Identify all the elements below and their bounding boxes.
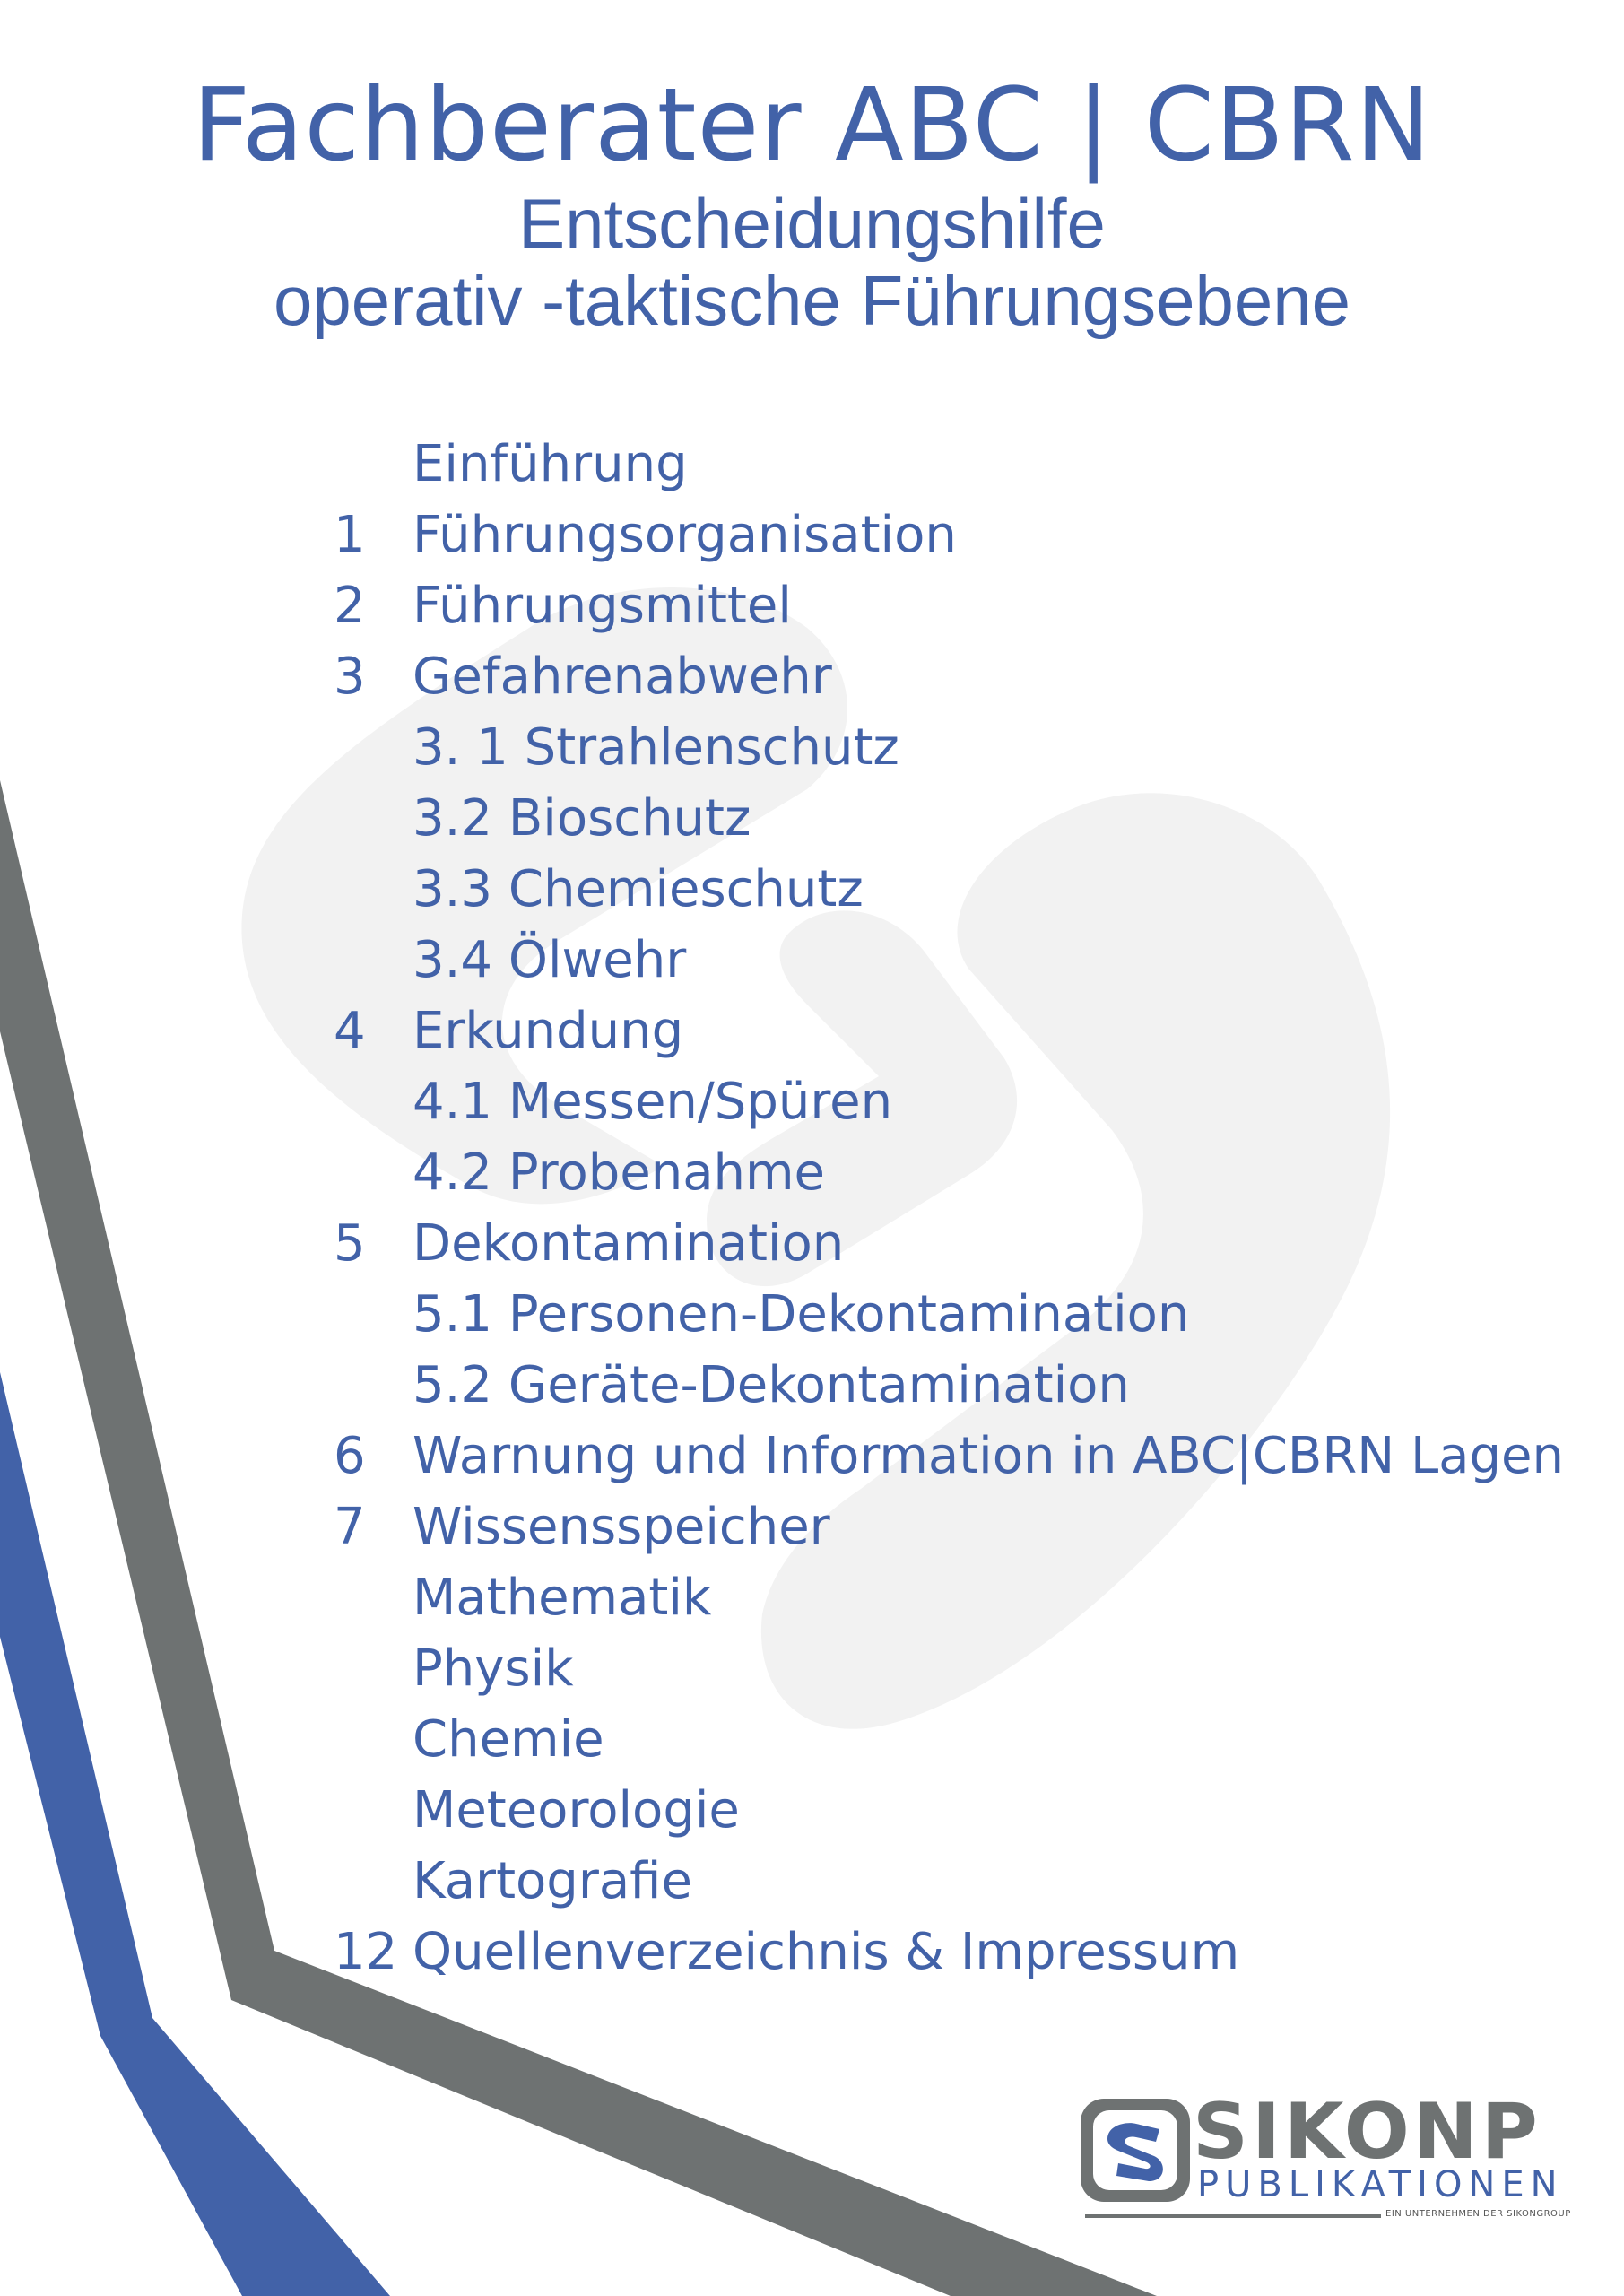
page-title: Fachberater ABC | CBRN xyxy=(192,67,1432,184)
toc-item-label: Mathematik xyxy=(413,1569,712,1627)
toc-item-label: Führungsmittel xyxy=(413,577,792,635)
toc-item-label: 3.2 Bioschutz xyxy=(413,789,751,848)
toc-item-label: Führungsorganisation xyxy=(413,506,957,564)
toc-item-label: Dekontamination xyxy=(413,1214,845,1273)
toc-item-label: Warnung und Information in ABC|CBRN Lagen xyxy=(413,1427,1564,1485)
toc-item-number: 3 xyxy=(334,648,366,706)
toc-item-label: Meteorologie xyxy=(413,1781,740,1839)
toc-item-label: 4.1 Messen/Spüren xyxy=(413,1073,893,1131)
toc-item-label: 3.4 Ölwehr xyxy=(413,931,687,989)
toc-item-number: 5 xyxy=(334,1214,366,1273)
toc-item-number: 6 xyxy=(334,1427,366,1485)
toc-item-label: Physik xyxy=(413,1639,574,1698)
toc-item-label: 5.1 Personen-Dekontamination xyxy=(413,1285,1190,1344)
toc-item-number: 2 xyxy=(334,577,366,635)
logo-subtitle: PUBLIKATIONEN xyxy=(1197,2164,1564,2205)
toc-item-label: Quellenverzeichnis & Impressum xyxy=(413,1923,1240,1981)
toc-item-number: 1 xyxy=(334,506,366,564)
logo-tagline: EIN UNTERNEHMEN DER SIKONGROUP xyxy=(1385,2209,1571,2219)
publisher-logo xyxy=(1076,2087,1596,2229)
subtitle-line-1: Entscheidungshilfe xyxy=(518,184,1106,263)
toc-item-label: 5.2 Geräte-Dekontamination xyxy=(413,1356,1130,1414)
toc-item-label: Kartografie xyxy=(413,1852,692,1910)
toc-item-number: 7 xyxy=(334,1498,366,1556)
toc-item-label: Einführung xyxy=(413,435,688,493)
toc-item-label: Chemie xyxy=(413,1710,604,1769)
toc-item-label: 3.3 Chemieschutz xyxy=(413,860,864,918)
toc-item-number: 12 xyxy=(334,1923,398,1981)
toc-item-label: 3. 1 Strahlenschutz xyxy=(413,718,899,777)
toc-item-label: Wissensspeicher xyxy=(413,1498,830,1556)
toc-item-label: 4.2 Probenahme xyxy=(413,1144,826,1202)
toc-item-label: Erkundung xyxy=(413,1002,684,1060)
logo-underline xyxy=(1085,2214,1381,2218)
toc-item-label: Gefahrenabwehr xyxy=(413,648,832,706)
logo-name: SIKONP xyxy=(1193,2087,1541,2177)
toc-item-number: 4 xyxy=(334,1002,366,1060)
subtitle-line-2: operativ -taktische Führungsebene xyxy=(273,261,1351,340)
